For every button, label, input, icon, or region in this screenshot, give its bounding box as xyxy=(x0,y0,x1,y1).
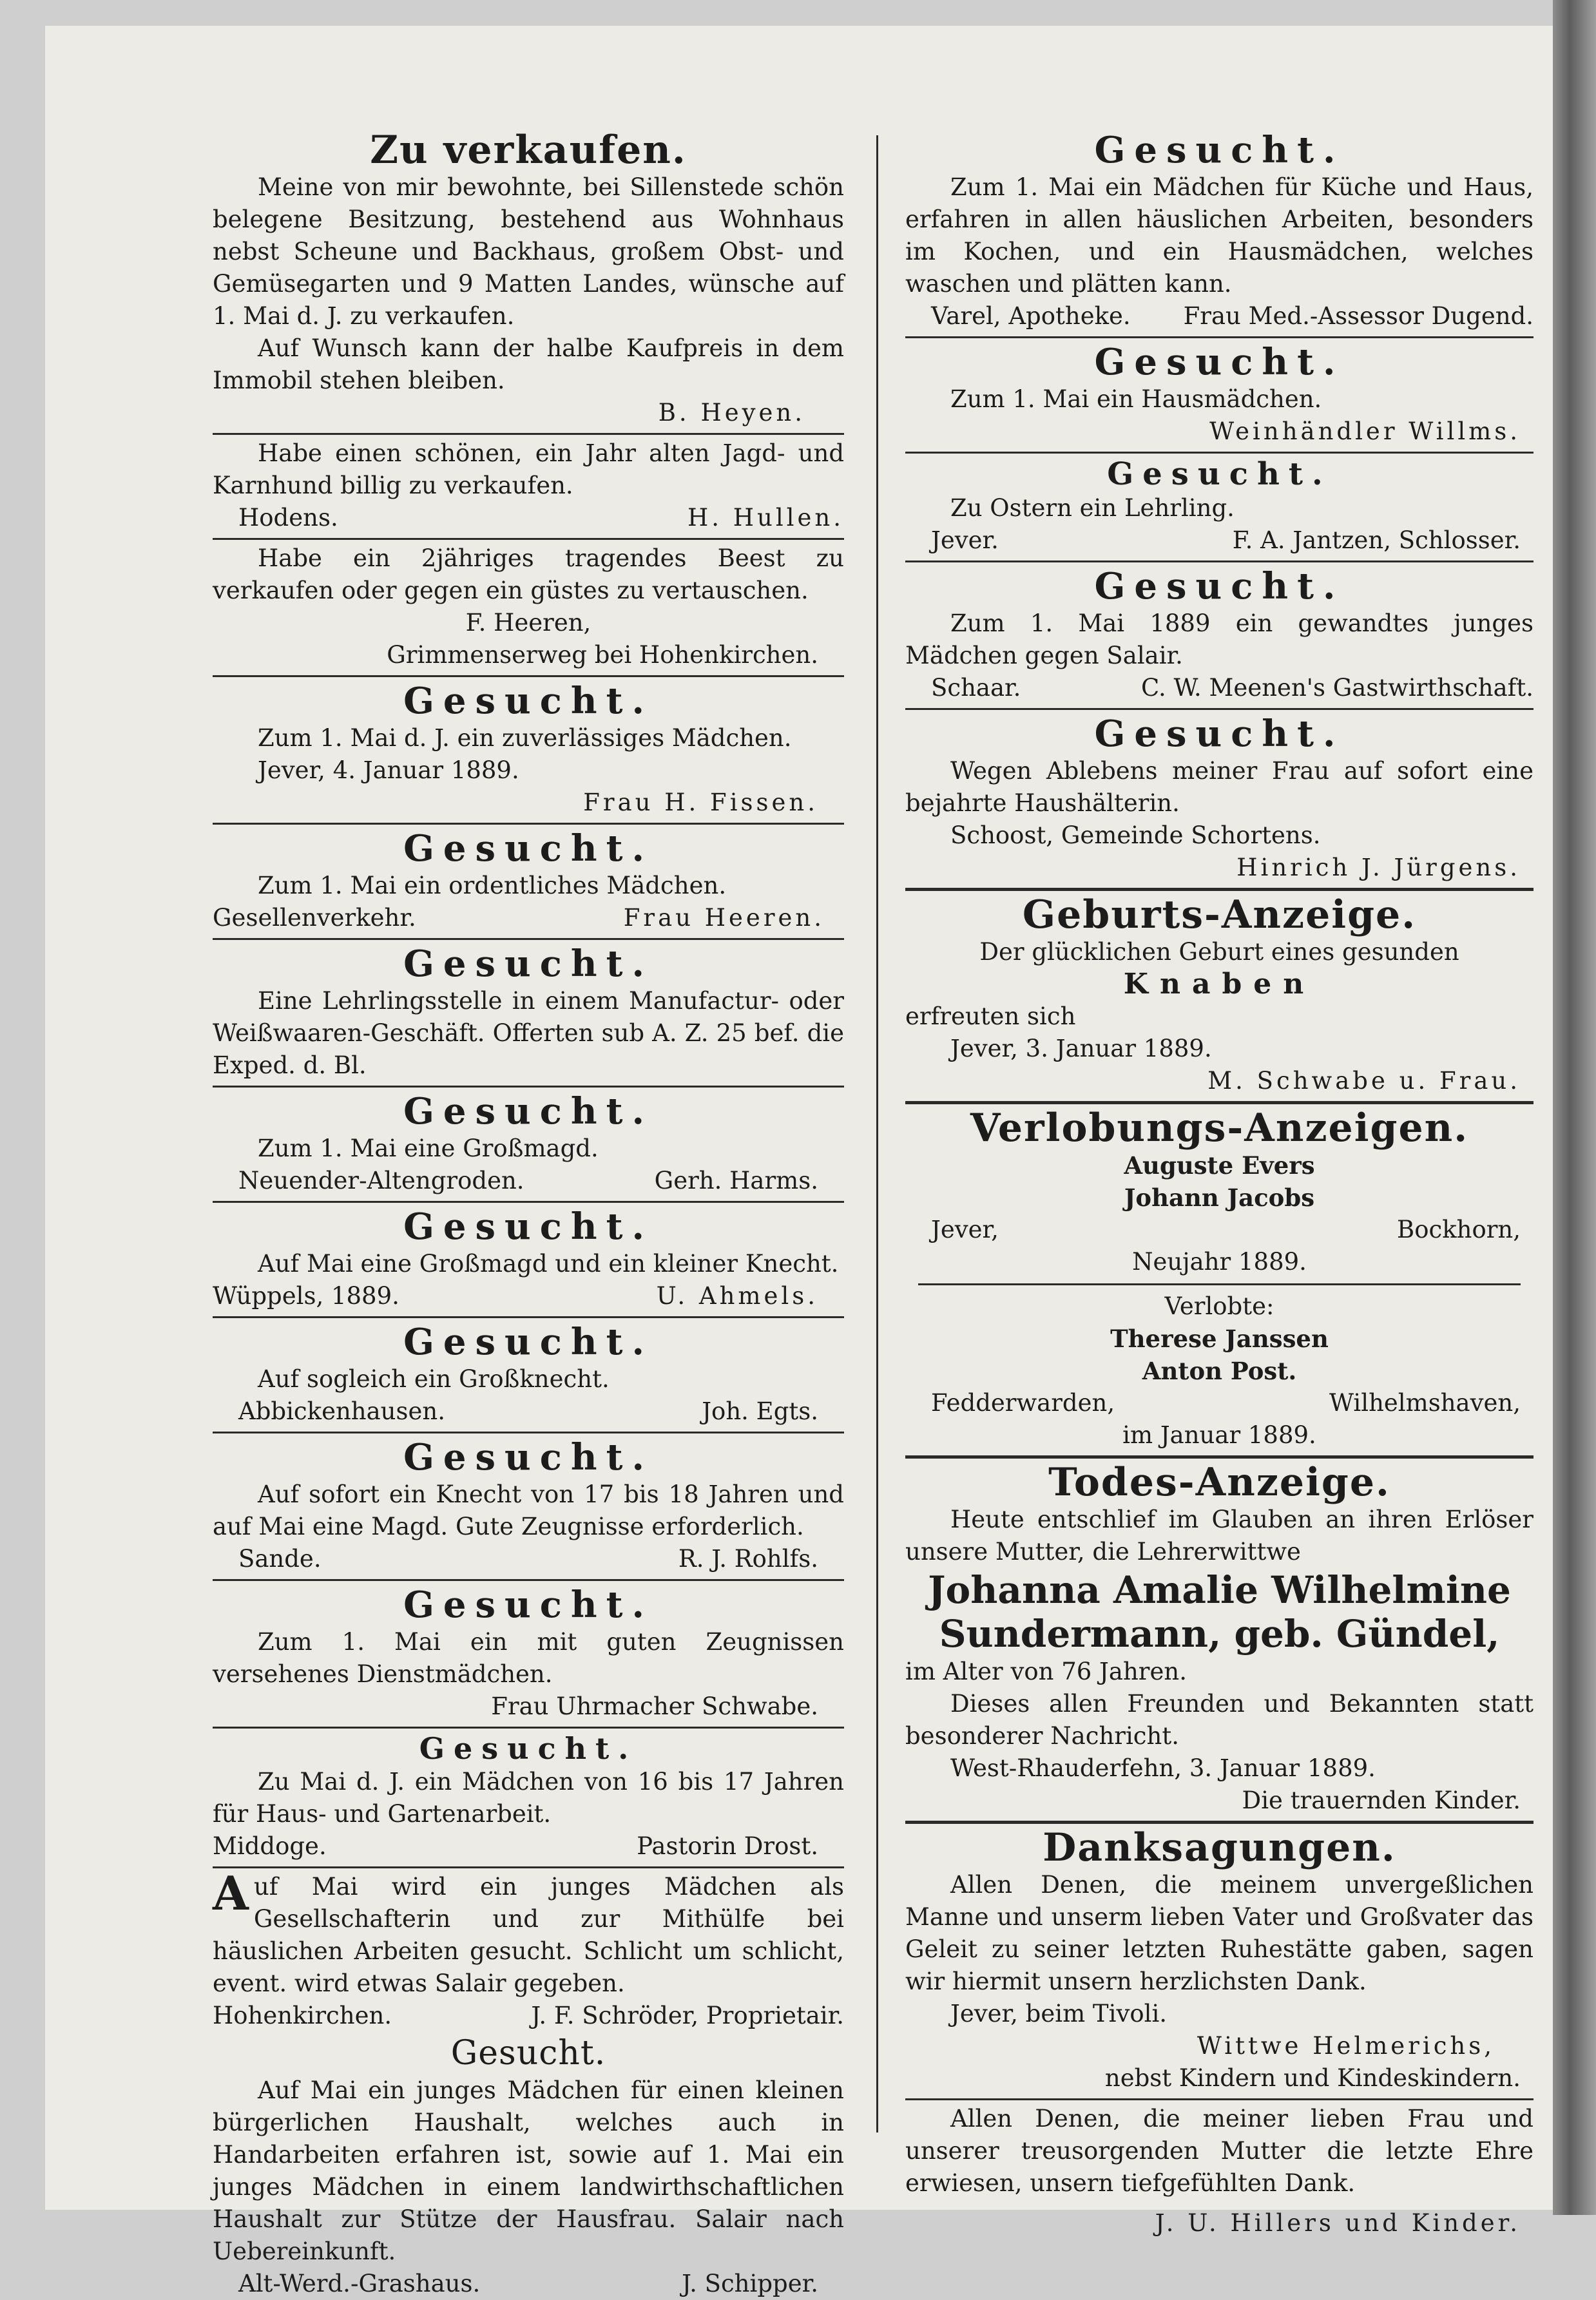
separator xyxy=(213,1201,844,1203)
ad-jagdhund xyxy=(213,437,844,534)
ad-title: Gesucht. xyxy=(419,1731,638,1766)
column-divider xyxy=(876,135,878,2132)
ad-signature: Grimmenserweg bei Hohenkirchen. xyxy=(387,641,818,669)
separator xyxy=(213,1579,844,1581)
ad-date: Neujahr 1889. xyxy=(1132,1248,1307,1276)
separator xyxy=(918,1283,1521,1285)
separator xyxy=(905,452,1534,454)
ad-signature: U. Ahmels. xyxy=(656,1282,818,1310)
separator xyxy=(213,538,844,540)
ad-place: Abbickenhausen. xyxy=(238,1397,445,1425)
separator xyxy=(213,1727,844,1729)
ad-gesucht-heeren xyxy=(213,827,844,934)
ad-signature: J. U. Hillers und Kinder. xyxy=(1155,2209,1521,2237)
ad-title: Gesucht. xyxy=(403,943,653,985)
ad-place: Fedderwarden, xyxy=(931,1389,1115,1417)
ad-label: Verlobte: xyxy=(1164,1292,1274,1320)
separator xyxy=(905,1821,1534,1824)
page-edge xyxy=(1553,0,1596,2215)
ad-place: West-Rhauderfehn, 3. Januar 1889. xyxy=(950,1754,1376,1782)
ad-gesucht-rohlfs xyxy=(213,1436,844,1575)
ad-title: Danksagungen. xyxy=(1043,1825,1396,1870)
ad-signature: R. J. Rohlfs. xyxy=(678,1545,818,1573)
separator xyxy=(905,1101,1534,1104)
ad-title: Gesucht. xyxy=(1107,456,1332,492)
ad-gesucht-drost xyxy=(213,1731,844,1863)
ad-gesucht-schipper xyxy=(213,2032,844,2300)
ad-gesucht-schwabe xyxy=(213,1584,844,1723)
death-announcement xyxy=(905,1461,1534,1817)
ad-place: Jever. xyxy=(931,526,999,554)
ad-gesucht-juergens xyxy=(905,713,1534,884)
ad-text: Zum 1. Mai ein ordentliches Mädchen. xyxy=(258,872,727,899)
ad-beest xyxy=(213,542,844,671)
ad-signature: F. A. Jantzen, Schlosser. xyxy=(1232,526,1521,554)
ad-text: erfreuten sich xyxy=(905,1002,1076,1030)
thanks-announcement xyxy=(905,1826,1534,2239)
separator xyxy=(905,1455,1534,1459)
ad-title: Todes-Anzeige. xyxy=(1048,1460,1390,1505)
ad-title: Gesucht. xyxy=(1094,129,1345,171)
ad-text: Zum 1. Mai 1889 ein gewandtes junges Mädchen gegen Salair. xyxy=(905,609,1534,669)
ad-text: Habe ein 2jähriges tragendes Beest zu verkaufen oder gegen ein güstes zu vertauschen. xyxy=(213,544,844,604)
ad-zu-verkaufen xyxy=(213,129,844,429)
ad-text: Zum 1. Mai ein mit guten Zeugnissen versehenes Dienstmädchen. xyxy=(213,1628,844,1688)
ad-text: Der glücklichen Geburt eines gesunden xyxy=(979,938,1459,966)
ad-signature: Gerh. Harms. xyxy=(654,1167,818,1194)
left-column xyxy=(213,129,844,2300)
ad-title: Gesucht. xyxy=(403,1090,653,1133)
ad-text: Zum 1. Mai eine Großmagd. xyxy=(258,1135,599,1162)
ad-place: Hodens. xyxy=(238,504,338,532)
ad-place: Neuender-Altengroden. xyxy=(238,1167,524,1194)
ad-signature: Frau Uhrmacher Schwabe. xyxy=(491,1692,818,1720)
ad-place: Schaar. xyxy=(931,674,1021,702)
ad-gesucht-fissen xyxy=(213,680,844,819)
ad-text: Heute entschlief im Glauben an ihren Erlöser unsere Mutter, die Lehrerwittwe xyxy=(905,1506,1534,1566)
ad-gesucht-willms xyxy=(905,341,1534,448)
separator xyxy=(905,708,1534,710)
ad-text: Auf Wunsch kann der halbe Kaufpreis in dem Immobil stehen bleiben. xyxy=(213,334,844,394)
ad-signature: J. Schipper. xyxy=(682,2270,818,2297)
separator xyxy=(905,336,1534,338)
ad-text: Zum 1. Mai ein Mädchen für Küche und Haus, erfahren in allen häuslichen Arbeiten, besonders im Kochen, und ein Hausmädchen, welches waschen und plätten kann. xyxy=(905,173,1534,298)
ad-place: Wilhelmshaven, xyxy=(1329,1389,1521,1417)
separator xyxy=(905,888,1534,891)
ad-signature: Weinhändler Willms. xyxy=(1209,417,1521,445)
ad-text: Allen Denen, die meinem unvergeßlichen Manne und unserm lieben Vater und Großvater das Geleit zu seiner letzten Ruhestätte gaben, sagen wir hiermit unsern herzlichsten Dank. xyxy=(905,1871,1534,1995)
ad-text: Dieses allen Freunden und Bekannten statt besonderer Nachricht. xyxy=(905,1690,1534,1750)
ad-signature: C. W. Meenen's Gastwirthschaft. xyxy=(1140,674,1534,702)
ad-gesucht-harms xyxy=(213,1090,844,1197)
right-column xyxy=(905,129,1534,2239)
ad-title: Geburts-Anzeige. xyxy=(1022,892,1417,937)
ad-signature: nebst Kindern und Kindeskindern. xyxy=(1104,2064,1521,2092)
ad-place: Alt-Werd.-Grashaus. xyxy=(238,2270,481,2297)
ad-date: im Januar 1889. xyxy=(1122,1421,1316,1449)
ad-title: Gesucht. xyxy=(403,1205,653,1248)
ad-text: Zum 1. Mai d. J. ein zuverlässiges Mädchen. xyxy=(258,724,792,752)
ad-title: Gesucht. xyxy=(1094,341,1345,383)
ad-place: Bockhorn, xyxy=(1397,1216,1521,1243)
ad-text: Auf sofort ein Knecht von 17 bis 18 Jahren und auf Mai eine Magd. Gute Zeugnisse erforderlich. xyxy=(213,1481,844,1540)
ad-place: Sande. xyxy=(238,1545,322,1573)
ad-title: Gesucht. xyxy=(450,2034,606,2073)
ad-title: Gesucht. xyxy=(1094,565,1345,608)
separator xyxy=(213,1432,844,1433)
ad-name: Auguste Evers xyxy=(1124,1151,1315,1180)
ad-signature: Pastorin Drost. xyxy=(637,1832,818,1860)
ad-signature: Frau Med.-Assessor Dugend. xyxy=(1183,302,1534,330)
separator xyxy=(213,1086,844,1088)
ad-place: Schoost, Gemeinde Schortens. xyxy=(950,821,1321,849)
engagement-announcement xyxy=(905,1107,1534,1452)
ad-signature: Hinrich J. Jürgens. xyxy=(1236,854,1521,881)
ad-title: Gesucht. xyxy=(403,1584,653,1626)
ad-title: Gesucht. xyxy=(403,827,653,870)
separator xyxy=(213,938,844,940)
ad-text: Meine von mir bewohnte, bei Sillenstede schön belegene Besitzung, bestehend aus Wohnhaus nebst Scheune und Backhaus, großem Obst- und Gemüsegarten und 9 Matten Landes, wünsche auf 1. Mai d. J. zu verkaufen. xyxy=(213,173,844,330)
ad-title: Gesucht. xyxy=(403,680,653,722)
ad-text: Zu Mai d. J. ein Mädchen von 16 bis 17 Jahren für Haus- und Gartenarbeit. xyxy=(213,1768,844,1828)
ad-text: Knaben xyxy=(1123,968,1316,1001)
separator xyxy=(213,675,844,677)
ad-name: Therese Janssen xyxy=(1110,1325,1329,1353)
ad-place: Jever, 3. Januar 1889. xyxy=(950,1035,1212,1062)
ad-signature: Frau H. Fissen. xyxy=(583,789,818,816)
ad-place: Hohenkirchen. xyxy=(213,2002,392,2029)
deceased-name: Johanna Amalie Wilhelmine Sundermann, geb. Gündel, xyxy=(928,1568,1511,1656)
ad-signature: H. Hullen. xyxy=(687,504,844,532)
ad-signature: J. F. Schröder, Proprietair. xyxy=(531,2002,844,2029)
ad-title: Verlobungs-Anzeigen. xyxy=(970,1106,1469,1151)
ad-text: Wegen Ablebens meiner Frau auf sofort eine bejahrte Haushälterin. xyxy=(905,757,1534,817)
ad-signature: Joh. Egts. xyxy=(702,1397,818,1425)
separator xyxy=(213,1316,844,1318)
ad-title: Gesucht. xyxy=(1094,713,1345,755)
ad-text: uf Mai wird ein junges Mädchen als Gesellschafterin und zur Mithülfe bei häuslichen Arbeiten gesucht. Schlicht um schlicht, event. wird etwas Salair gegeben. xyxy=(213,1873,844,1997)
ad-text: Auf sogleich ein Großknecht. xyxy=(258,1365,610,1393)
separator xyxy=(213,823,844,825)
ad-text: Habe einen schönen, ein Jahr alten Jagd- und Karnhund billig zu verkaufen. xyxy=(213,439,844,499)
ad-title: Zu verkaufen. xyxy=(370,128,687,173)
ad-gesucht-ahmels xyxy=(213,1205,844,1312)
ad-text: Eine Lehrlingsstelle in einem Manufactur- oder Weißwaaren-Geschäft. Offerten sub A. Z. 25 bef. die Exped. d. Bl. xyxy=(213,987,844,1079)
ad-signature: M. Schwabe u. Frau. xyxy=(1207,1067,1521,1095)
ad-signature: B. Heyen. xyxy=(658,399,805,426)
separator xyxy=(213,1866,844,1868)
ad-gesucht-lehrling xyxy=(213,943,844,1082)
ad-text: Auf Mai eine Großmagd und ein kleiner Knecht. xyxy=(258,1250,839,1278)
separator xyxy=(905,2098,1534,2100)
ad-place: Jever, 4. Januar 1889. xyxy=(258,756,519,784)
birth-announcement xyxy=(905,894,1534,1097)
ad-place: Wüppels, 1889. xyxy=(213,1282,399,1310)
ad-text: im Alter von 76 Jahren. xyxy=(905,1658,1187,1685)
ad-gesucht-meenen xyxy=(905,565,1534,704)
ad-signature: Frau Heeren. xyxy=(623,904,825,932)
initial-capital: A xyxy=(213,1866,249,1921)
ad-place: Gesellenverkehr. xyxy=(213,904,416,932)
ad-gesucht-dugend xyxy=(905,129,1534,332)
ad-gesellschafterin xyxy=(213,1866,844,2032)
separator xyxy=(213,433,844,435)
ad-title: Gesucht. xyxy=(403,1321,653,1363)
ad-signature: Wittwe Helmerichs, xyxy=(1197,2032,1495,2060)
ad-text: Zum 1. Mai ein Hausmädchen. xyxy=(950,385,1322,413)
ad-name: Anton Post. xyxy=(1142,1357,1297,1385)
ad-place: Jever, xyxy=(931,1216,999,1243)
ad-signature: F. Heeren, xyxy=(465,609,591,637)
ad-text: Auf Mai ein junges Mädchen für einen kleinen bürgerlichen Haushalt, welches auch in Handarbeiten erfahren ist, sowie auf 1. Mai ein junges Mädchen in einem landwirthschaftlichen Haushalt zur Stütze der Hausfrau. Salair nach Uebereinkunft. xyxy=(213,2076,844,2265)
ad-text: Allen Denen, die meiner lieben Frau und unserer treusorgenden Mutter die letzte Ehre erwiesen, unsern tiefgefühlten Dank. xyxy=(905,2105,1534,2197)
ad-place: Middoge. xyxy=(213,1832,327,1860)
ad-title: Gesucht. xyxy=(403,1436,653,1479)
ad-name: Johann Jacobs xyxy=(1124,1184,1315,1212)
ad-gesucht-jantzen xyxy=(905,456,1534,557)
separator xyxy=(905,561,1534,562)
ad-gesucht-egts xyxy=(213,1321,844,1428)
ad-place: Varel, Apotheke. xyxy=(931,302,1131,330)
ad-signature: Die trauernden Kinder. xyxy=(1242,1787,1521,1814)
ad-text: Zu Ostern ein Lehrling. xyxy=(950,494,1235,522)
ad-place: Jever, beim Tivoli. xyxy=(950,2000,1168,2027)
